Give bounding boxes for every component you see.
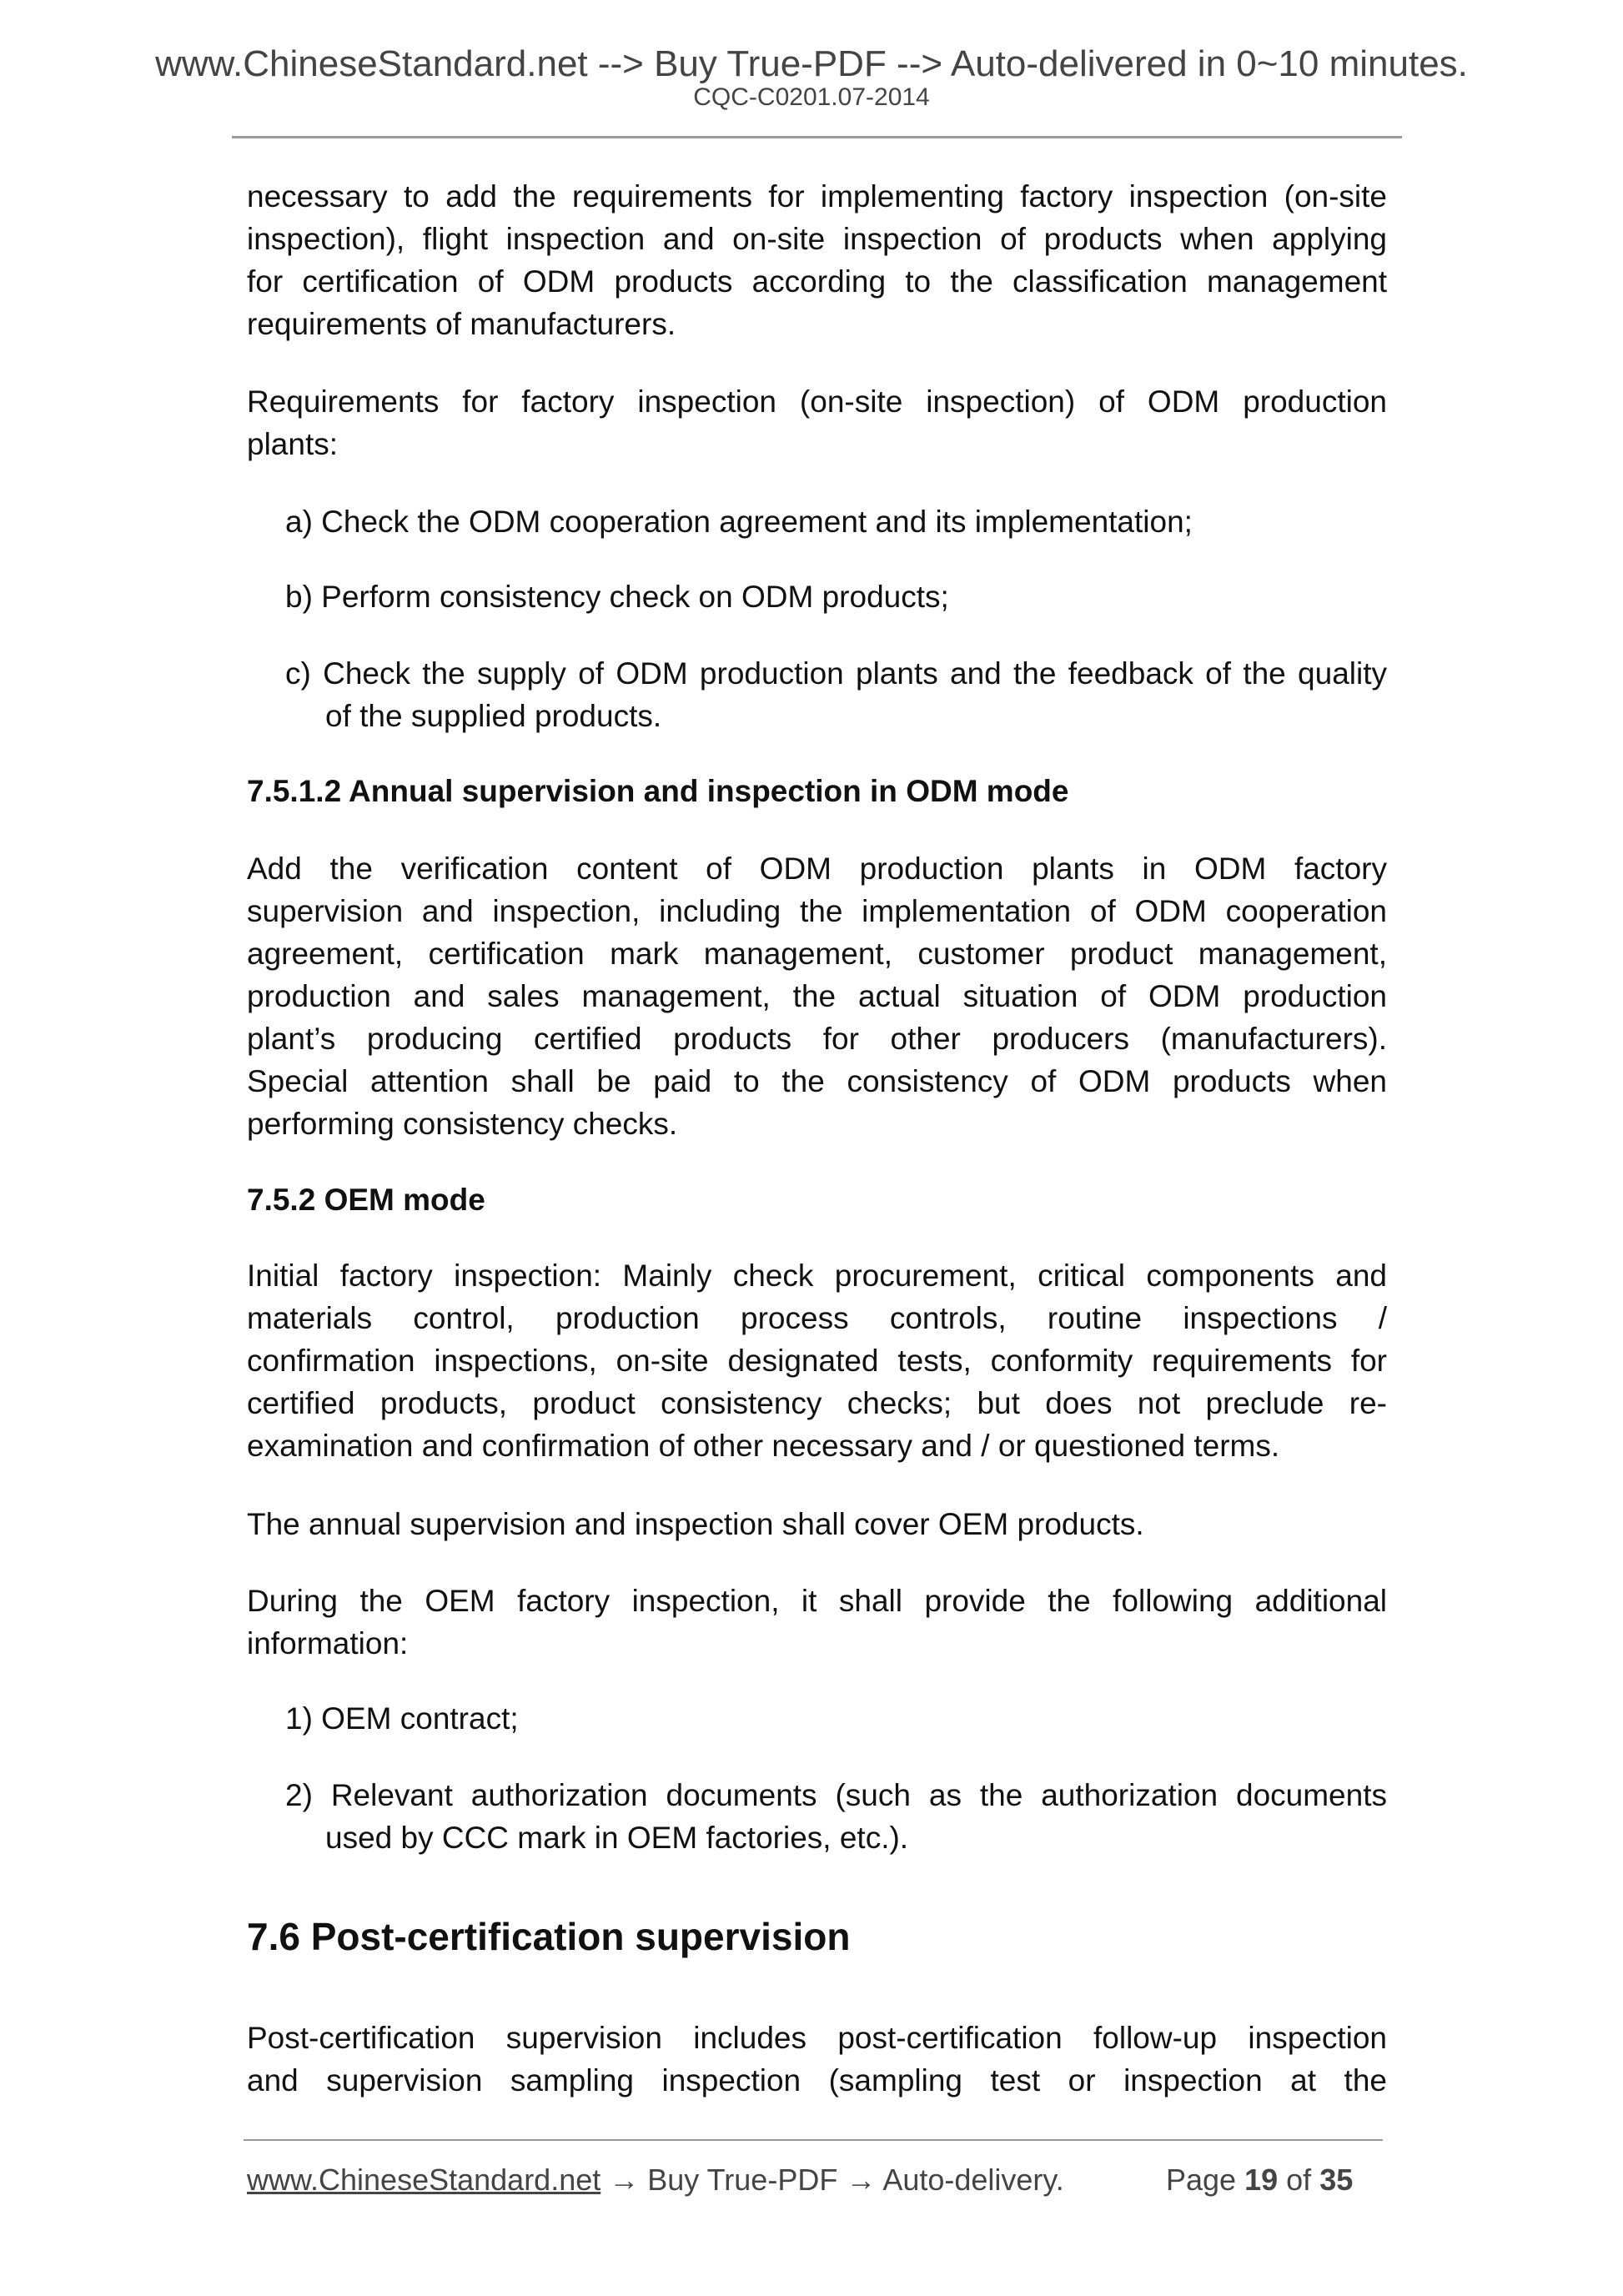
text-line: production and sales management, the actual situation of ODM production — [247, 979, 1387, 1013]
paragraph-p4 — [0, 1254, 1387, 1467]
text-line: 2) Relevant authorization documents (such as the authorization documents — [285, 1778, 1387, 1812]
text-line: performing consistency checks. — [247, 1107, 678, 1141]
paragraph-p6 — [0, 1580, 1387, 1665]
page-total: 35 — [1319, 2163, 1354, 2197]
text-line: During the OEM factory inspection, it shall provide the following additional — [247, 1584, 1387, 1618]
text-line: Initial factory inspection: Mainly check procurement, critical components and — [247, 1259, 1387, 1293]
text-line: supervision and inspection, including the implementation of ODM cooperation — [247, 894, 1387, 928]
document-code: CQC-C0201.07-2014 — [693, 83, 930, 111]
of-label: of — [1286, 2163, 1312, 2197]
footer-tagline: → Buy True-PDF → Auto-delivery. — [600, 2163, 1064, 2197]
text-line: plants: — [247, 427, 339, 461]
text-line: inspection), flight inspection and on-site inspection of products when applying — [247, 222, 1387, 256]
header-banner: www.ChineseStandard.net --> Buy True-PDF --> Auto-delivered in 0~10 minutes. — [155, 43, 1468, 84]
text-line: used by CCC mark in OEM factories, etc.). — [325, 1821, 909, 1855]
header-divider — [232, 136, 1402, 138]
text-line: The annual supervision and inspection shall cover OEM products. — [247, 1507, 1144, 1541]
paragraph-item-1 — [0, 1697, 1387, 1740]
text-line: Add the verification content of ODM production plants in ODM factory — [247, 852, 1387, 886]
text-line: of the supplied products. — [325, 699, 662, 733]
paragraph-item-2 — [0, 1774, 1387, 1859]
text-line: information: — [247, 1626, 409, 1660]
text-line: confirmation inspections, on-site designated tests, conformity requirements for — [247, 1344, 1387, 1378]
page-label: Page — [1166, 2163, 1237, 2197]
paragraph-item-c — [0, 652, 1387, 737]
paragraph-p7 — [0, 2017, 1387, 2102]
section-heading-7-5-1-2: 7.5.1.2 Annual supervision and inspection in ODM mode — [247, 774, 1069, 808]
text-line: agreement, certification mark management, customer product management, — [247, 937, 1387, 971]
text-line: 1) OEM contract; — [285, 1701, 519, 1736]
text-line: plant’s producing certified products for other producers (manufacturers). — [247, 1022, 1387, 1056]
page-number: 19 — [1244, 2163, 1279, 2197]
text-line: c) Check the supply of ODM production plants and the feedback of the quality — [285, 656, 1387, 691]
paragraph-item-a — [0, 500, 1387, 543]
text-line: necessary to add the requirements for implementing factory inspection (on-site — [247, 179, 1387, 214]
paragraph-p3 — [0, 847, 1387, 1145]
paragraph-p2 — [0, 380, 1387, 465]
text-line: b) Perform consistency check on ODM products; — [285, 580, 949, 614]
page-indicator — [1166, 2162, 1353, 2198]
section-heading-7-6: 7.6 Post-certification supervision — [247, 1915, 851, 1958]
text-line: examination and confirmation of other necessary and / or questioned terms. — [247, 1429, 1280, 1463]
text-line: and supervision sampling inspection (sampling test or inspection at the — [247, 2063, 1387, 2098]
text-line: Post-certification supervision includes post-certification follow-up inspection — [247, 2021, 1387, 2055]
section-heading-7-5-2: 7.5.2 OEM mode — [247, 1183, 485, 1217]
text-line: certified products, product consistency checks; but does not preclude re- — [247, 1386, 1387, 1420]
text-line: materials control, production process controls, routine inspections / — [247, 1301, 1387, 1335]
text-line: a) Check the ODM cooperation agreement and its implementation; — [285, 505, 1193, 539]
footer-link[interactable]: www.ChineseStandard.net — [247, 2163, 601, 2197]
text-line: for certification of ODM products according to the classification management — [247, 264, 1387, 299]
paragraph-p1 — [0, 175, 1387, 345]
paragraph-item-b — [0, 575, 1387, 618]
footer-divider — [244, 2139, 1383, 2141]
paragraph-p5 — [0, 1503, 1387, 1545]
text-line: Special attention shall be paid to the consistency of ODM products when — [247, 1064, 1387, 1098]
text-line: requirements of manufacturers. — [247, 307, 676, 341]
footer-text — [247, 2162, 1064, 2198]
text-line: Requirements for factory inspection (on-site inspection) of ODM production — [247, 384, 1387, 419]
